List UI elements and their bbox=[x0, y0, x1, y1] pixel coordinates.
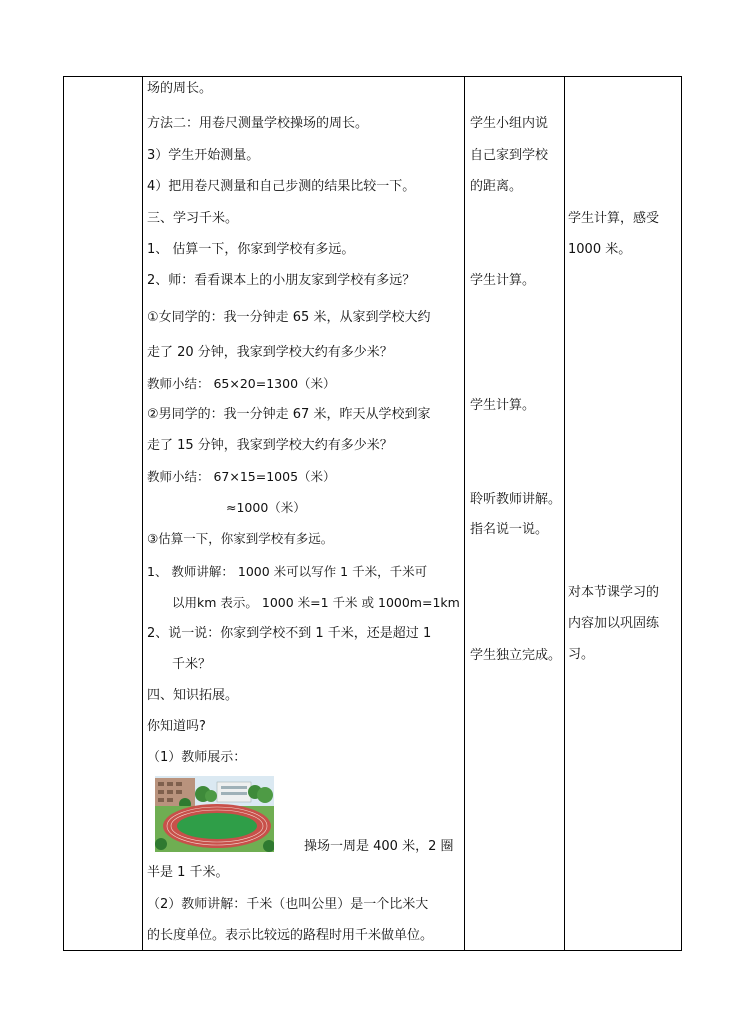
text-line: 以用km 表示。 1000 米=1 千米 或 1000m=1km bbox=[172, 595, 460, 610]
section-heading: 三、学习千米。 bbox=[147, 211, 239, 226]
text-line: 1、 教师讲解： 1000 米可以写作 1 千米，千米可 bbox=[147, 564, 428, 579]
column-divider bbox=[142, 77, 143, 950]
text-line: 的距离。 bbox=[470, 179, 523, 194]
text-line: 学生计算。 bbox=[470, 273, 536, 288]
text-line: 2、说一说：你家到学校不到 1 千米，还是超过 1 bbox=[147, 626, 432, 641]
teacher-summary: 教师小结： 67×15=1005（米） bbox=[147, 469, 336, 484]
section-heading: 四、知识拓展。 bbox=[147, 688, 239, 703]
text-line: 聆听教师讲解。 bbox=[470, 492, 562, 507]
text-line: 2、师：看看课本上的小朋友家到学校有多远？ bbox=[147, 273, 416, 288]
text-line: 方法二：用卷尺测量学校操场的周长。 bbox=[147, 116, 369, 131]
text-line: 学生计算。 bbox=[470, 398, 536, 413]
text-line: ①女同学的：我一分钟走 65 米，从家到学校大约 bbox=[147, 310, 431, 325]
text-line: （1）教师展示： bbox=[147, 750, 247, 765]
text-line: 千米？ bbox=[172, 657, 212, 672]
column-divider bbox=[464, 77, 465, 950]
text-line: 学生小组内说 bbox=[470, 116, 549, 131]
text-line: 场的周长。 bbox=[147, 81, 213, 96]
text-line: 习。 bbox=[568, 647, 595, 662]
text-line: （2）教师讲解：千米（也叫公里）是一个比米大 bbox=[147, 897, 429, 912]
text-line: 半是 1 千米。 bbox=[147, 865, 229, 880]
text-line: 学生计算，感受 bbox=[568, 211, 660, 226]
text-line: 内容加以巩固练 bbox=[568, 616, 660, 631]
text-line: 学生独立完成。 bbox=[470, 648, 562, 663]
text-line: 走了 20 分钟，我家到学校大约有多少米？ bbox=[147, 345, 393, 360]
column-divider bbox=[564, 77, 565, 950]
text-line: 3）学生开始测量。 bbox=[147, 148, 260, 163]
teacher-summary: 教师小结： 65×20=1300（米） bbox=[147, 376, 336, 391]
text-line: ③估算一下，你家到学校有多远。 bbox=[147, 531, 334, 546]
text-line: 自己家到学校 bbox=[470, 148, 549, 163]
text-line: 对本节课学习的 bbox=[568, 585, 660, 600]
text-line: 你知道吗? bbox=[147, 719, 206, 734]
text-line: 指名说一说。 bbox=[470, 522, 549, 537]
text-line: 的长度单位。表示比较远的路程时用千米做单位。 bbox=[147, 928, 434, 943]
text-line: 1000 米。 bbox=[568, 242, 632, 257]
text-line: 4）把用卷尺测量和自己步测的结果比较一下。 bbox=[147, 179, 416, 194]
playground-image bbox=[155, 776, 274, 852]
text-line: 操场一周是 400 米，2 圈 bbox=[304, 839, 454, 854]
text-line: 1、 估算一下，你家到学校有多远。 bbox=[147, 242, 355, 257]
approximation: ≈1000（米） bbox=[226, 500, 306, 515]
text-line: 走了 15 分钟，我家到学校大约有多少米？ bbox=[147, 438, 393, 453]
text-line: ②男同学的：我一分钟走 67 米，昨天从学校到家 bbox=[147, 407, 431, 422]
